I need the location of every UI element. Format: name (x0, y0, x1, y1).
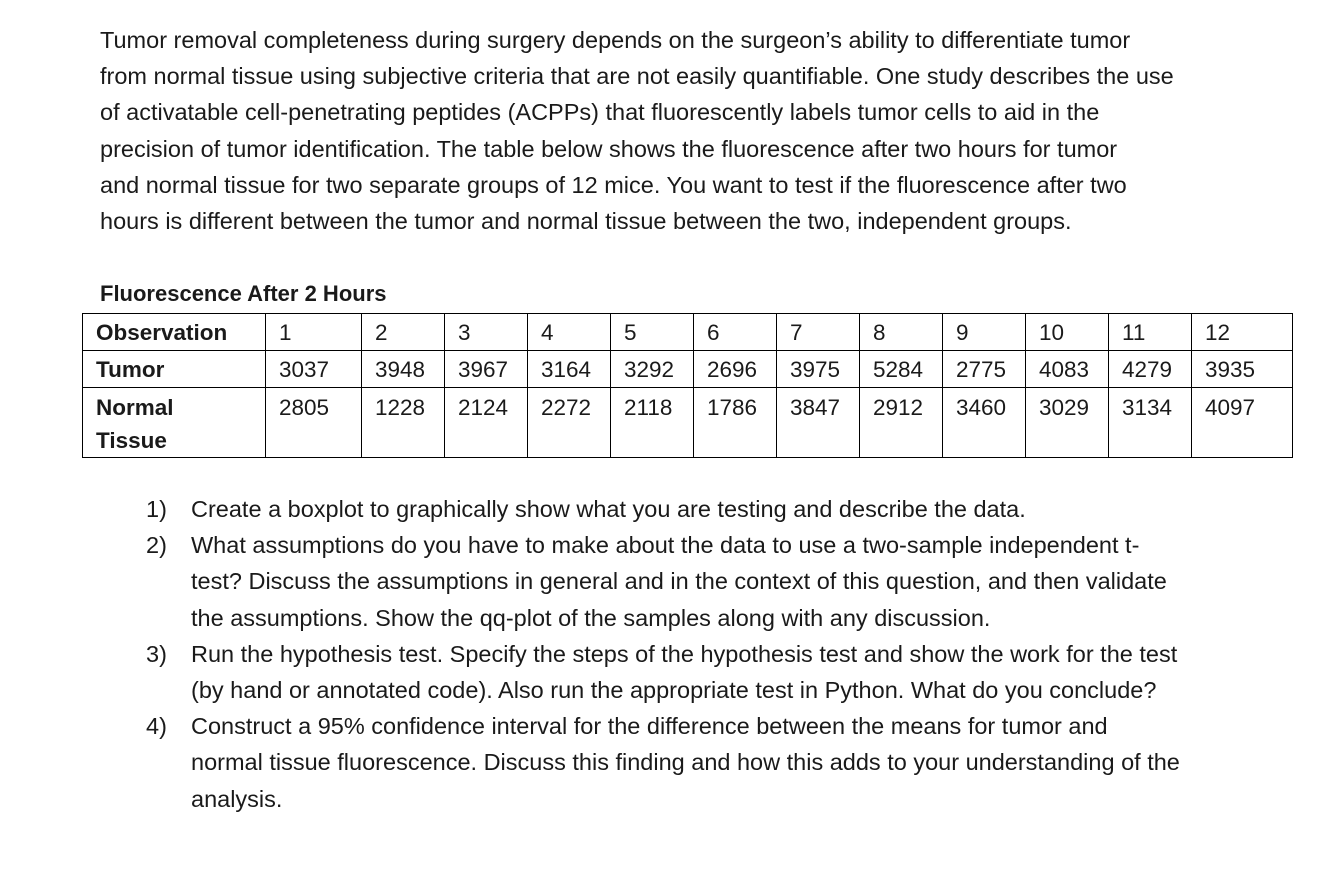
normal-value-cell: 2124 (445, 388, 528, 458)
normal-value-cell: 3460 (943, 388, 1026, 458)
row-header-observation: Observation (83, 314, 266, 351)
question-line: Run the hypothesis test. Specify the steps of the hypothesis test and show the work for the test (191, 640, 1178, 667)
normal-value-cell: 3029 (1026, 388, 1109, 458)
row-header-line: Tissue (96, 428, 167, 453)
tumor-value-cell: 5284 (860, 351, 943, 388)
fluorescence-table (82, 313, 1293, 458)
observation-cell: 10 (1026, 314, 1109, 351)
question-line: analysis. (191, 785, 283, 812)
question-list (146, 491, 1286, 817)
observation-cell: 1 (266, 314, 362, 351)
normal-value-cell: 2805 (266, 388, 362, 458)
observation-cell: 8 (860, 314, 943, 351)
intro-line: Tumor removal completeness during surgery depends on the surgeon’s ability to differentiate tumor (100, 27, 1131, 53)
question-line: Create a boxplot to graphically show what you are testing and describe the data. (191, 496, 1026, 522)
question-item (146, 708, 1286, 817)
observation-cell: 4 (528, 314, 611, 351)
question-line: test? Discuss the assumptions in general and in the context of this question, and then validate (191, 568, 1167, 595)
question-item (146, 636, 1286, 708)
table-row-observation (83, 314, 1293, 351)
observation-cell: 5 (611, 314, 694, 351)
normal-value-cell: 3847 (777, 388, 860, 458)
tumor-value-cell: 3935 (1192, 351, 1293, 388)
question-item (146, 527, 1286, 636)
question-number: 4) (146, 713, 167, 740)
observation-cell: 2 (362, 314, 445, 351)
question-line: normal tissue fluorescence. Discuss this finding and how this adds to your understanding of the (191, 749, 1180, 776)
question-number: 3) (146, 640, 167, 667)
intro-line: and normal tissue for two separate groups of 12 mice. You want to test if the fluorescence after two (100, 171, 1127, 198)
intro-paragraph (100, 22, 1280, 239)
row-header-line: Normal (96, 395, 174, 420)
normal-value-cell: 2118 (611, 388, 694, 458)
tumor-value-cell: 3967 (445, 351, 528, 388)
intro-line: precision of tumor identification. The table below shows the fluorescence after two hours for tumor (100, 135, 1118, 162)
intro-line: of activatable cell-penetrating peptides (ACPPs) that fluorescently labels tumor cells to aid in the (100, 99, 1100, 126)
tumor-value-cell: 4083 (1026, 351, 1109, 388)
tumor-value-cell: 3292 (611, 351, 694, 388)
table-row-normal-tissue (83, 388, 1293, 458)
question-line: Construct a 95% confidence interval for the difference between the means for tumor and (191, 713, 1108, 740)
tumor-value-cell: 2775 (943, 351, 1026, 388)
table-row-tumor (83, 351, 1293, 388)
row-header-tumor: Tumor (83, 351, 266, 388)
normal-value-cell: 2912 (860, 388, 943, 458)
question-line: the assumptions. Show the qq-plot of the samples along with any discussion. (191, 604, 991, 631)
normal-value-cell: 3134 (1109, 388, 1192, 458)
tumor-value-cell: 4279 (1109, 351, 1192, 388)
intro-line: hours is different between the tumor and normal tissue between the two, independent groups. (100, 208, 1072, 235)
question-line: What assumptions do you have to make about the data to use a two-sample independent t- (191, 532, 1140, 559)
tumor-value-cell: 2696 (694, 351, 777, 388)
intro-line: from normal tissue using subjective criteria that are not easily quantifiable. One study describes the use (100, 63, 1174, 90)
normal-value-cell: 1786 (694, 388, 777, 458)
tumor-value-cell: 3037 (266, 351, 362, 388)
question-number: 2) (146, 532, 167, 559)
normal-value-cell: 2272 (528, 388, 611, 458)
observation-cell: 9 (943, 314, 1026, 351)
table-title: Fluorescence After 2 Hours (100, 281, 387, 306)
question-item (146, 491, 1286, 527)
row-header-normal-tissue (83, 388, 266, 458)
observation-cell: 12 (1192, 314, 1293, 351)
question-line: (by hand or annotated code). Also run the appropriate test in Python. What do you conclude? (191, 677, 1157, 704)
observation-cell: 6 (694, 314, 777, 351)
observation-cell: 7 (777, 314, 860, 351)
question-number: 1) (146, 496, 167, 522)
normal-value-cell: 1228 (362, 388, 445, 458)
normal-value-cell: 4097 (1192, 388, 1293, 458)
tumor-value-cell: 3948 (362, 351, 445, 388)
tumor-value-cell: 3164 (528, 351, 611, 388)
observation-cell: 11 (1109, 314, 1192, 351)
observation-cell: 3 (445, 314, 528, 351)
tumor-value-cell: 3975 (777, 351, 860, 388)
